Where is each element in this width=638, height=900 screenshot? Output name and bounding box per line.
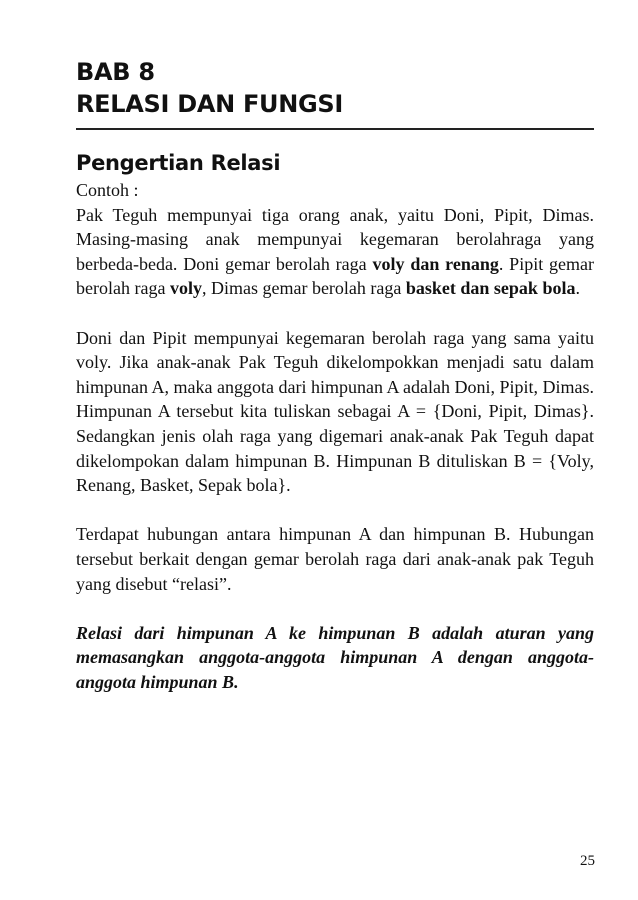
section-heading: Pengertian Relasi bbox=[76, 151, 281, 175]
chapter-title: RELASI DAN FUNGSI bbox=[76, 90, 344, 118]
paragraph-text: , Dimas gemar berolah raga bbox=[201, 278, 406, 299]
bold-phrase: voly dan renang bbox=[372, 253, 499, 274]
page-number: 25 bbox=[580, 853, 595, 869]
paragraph-spacer bbox=[76, 301, 594, 326]
paragraph-spacer bbox=[76, 596, 594, 621]
paragraph-example bbox=[76, 203, 594, 301]
bold-phrase: voly bbox=[169, 278, 202, 299]
paragraph-text: Pak Teguh mempunyai tiga orang anak, yaitu Doni, Pipit, Dimas. Masing-masing anak mempunyai kegemaran berolahraga yang berbeda-beda. Doni gemar berolah raga bbox=[76, 204, 594, 274]
example-label: Contoh : bbox=[76, 180, 139, 200]
paragraph-text: . Pipit gemar berolah raga bbox=[76, 253, 594, 299]
chapter-body bbox=[76, 148, 594, 694]
bold-phrase: basket dan sepak bola bbox=[405, 278, 576, 299]
chapter-number: BAB 8 bbox=[76, 58, 155, 86]
paragraph-text: . bbox=[575, 278, 580, 299]
paragraph-relation: Terdapat hubungan antara himpunan A dan himpunan B. Hubungan tersebut berkait dengan gemar berolah raga dari anak-anak pak Teguh yang disebut “relasi”. bbox=[76, 524, 594, 594]
relation-definition: Relasi dari himpunan A ke himpunan B adalah aturan yang memasangkan anggota-anggota himpunan A dengan anggota-anggota himpunan B. bbox=[76, 622, 594, 692]
paragraph-sets: Doni dan Pipit mempunyai kegemaran berolah raga yang sama yaitu voly. Jika anak-anak Pak Teguh dikelompokkan menjadi satu dalam himpunan A, maka anggota dari himpunan A adalah Doni, Pipit, Dimas. Himpunan A tersebut kita tuliskan sebagai A = {Doni, Pipit, Dimas}. Sedangkan jenis olah raga yang digemari anak-anak Pak Teguh dapat dikelompokan dalam himpunan B. Himpunan B dituliskan B = {Voly, Renang, Basket, Sepak bola}. bbox=[76, 327, 594, 496]
paragraph-spacer bbox=[76, 498, 594, 523]
chapter-header bbox=[76, 56, 596, 120]
chapter-divider bbox=[76, 128, 594, 130]
